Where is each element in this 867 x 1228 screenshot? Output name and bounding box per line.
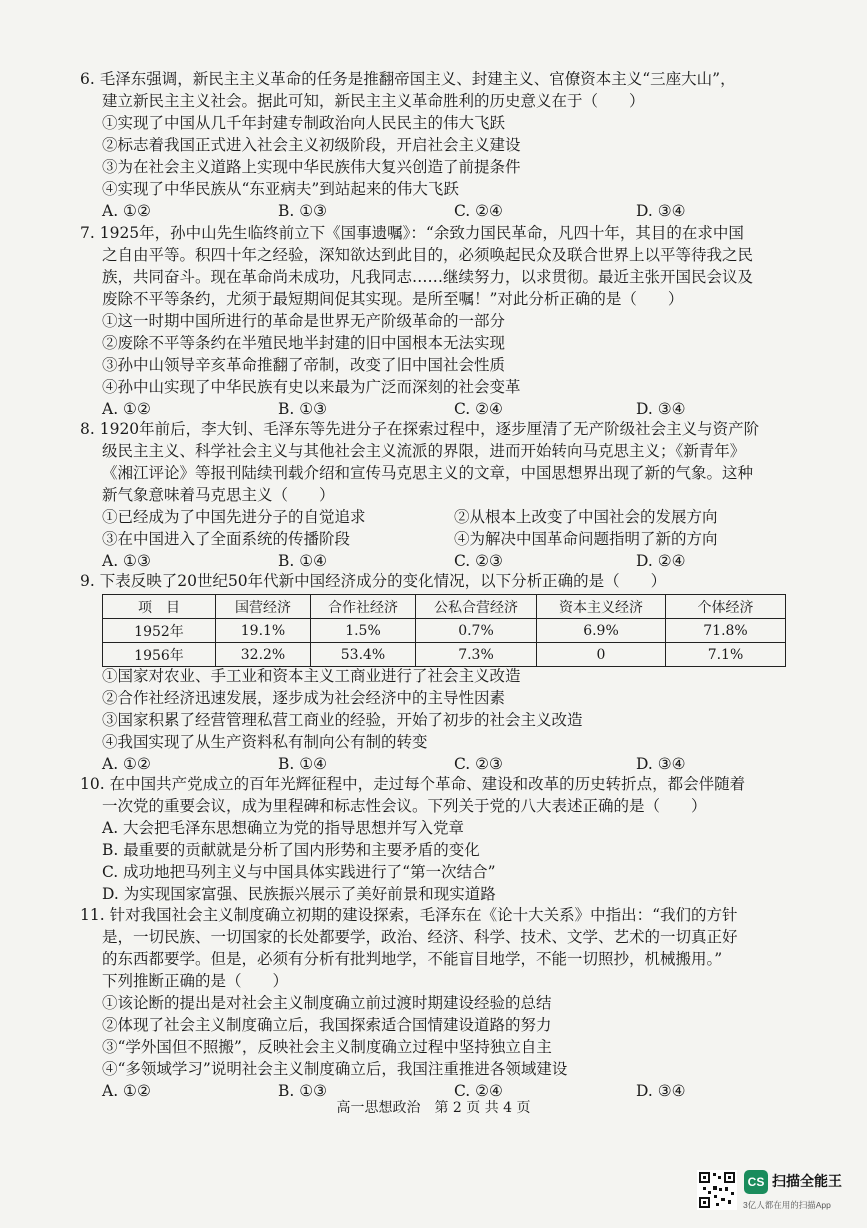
question-7-statement: ②废除不平等条约在半殖民地半封建的旧中国根本无法实现 xyxy=(102,334,506,352)
table-header-cell: 个体经济 xyxy=(666,595,786,619)
table-cell: 0.7% xyxy=(416,619,537,643)
question-8-stem-line: 新气象意味着马克思主义（ ） xyxy=(102,486,335,504)
question-10-option: A. 大会把毛泽东思想确立为党的指导思想并写入党章 xyxy=(102,819,465,837)
table-row xyxy=(103,619,786,643)
question-7-statement: ③孙中山领导辛亥革命推翻了帝制，改变了旧中国社会性质 xyxy=(102,356,506,374)
table-row xyxy=(103,643,786,667)
option-d: D. ③④ xyxy=(636,202,686,220)
question-8-statement-pair xyxy=(80,528,820,550)
table-header-cell: 国营经济 xyxy=(216,595,311,619)
watermark-tagline: 3亿人都在用的扫描App xyxy=(743,1200,831,1210)
question-11-stem-line: 的东西都要学。但是，必须有分析有批判地学，不能盲目地学，不能一切照抄，机械搬用。” xyxy=(102,950,723,968)
question-8-statement: ③在中国进入了全面系统的传播阶段 xyxy=(102,530,351,548)
option-c: C. ②③ xyxy=(454,755,503,773)
option-d: D. ③④ xyxy=(636,755,686,773)
option-b: B. ①③ xyxy=(278,202,328,220)
option-a: A. ①② xyxy=(102,202,151,220)
table-cell: 53.4% xyxy=(311,643,416,667)
option-b: B. ①③ xyxy=(278,1082,328,1100)
table-cell: 7.1% xyxy=(666,643,786,667)
question-11-statement: ③“学外国但不照搬”，反映社会主义制度确立过程中坚持独立自主 xyxy=(102,1038,552,1056)
question-8-stem-line: 《湘江评论》等报刊陆续刊载介绍和宣传马克思主义的文章，中国思想界出现了新的气象。这种 xyxy=(102,464,754,482)
question-8-stem-line: 级民主主义、科学社会主义与其他社会主义流派的界限，进而开始转向马克思主义；《新青年》 xyxy=(102,442,746,460)
page-footer: 高一思想政治 第 2 页 共 4 页 xyxy=(336,1100,531,1116)
option-a: A. ①② xyxy=(102,400,151,418)
question-6-options xyxy=(80,200,820,222)
option-c: C. ②④ xyxy=(454,202,503,220)
option-c: C. ②④ xyxy=(454,400,503,418)
question-10-option: C. 成功地把马列主义与中国具体实践进行了“第一次结合” xyxy=(102,863,496,881)
question-11-stem-line: 下列推断正确的是（ ） xyxy=(102,972,289,990)
question-8-stem-line: 8. 1920年前后，李大钊、毛泽东等先进分子在探索过程中，逐步厘清了无产阶级社会主义与资产阶 xyxy=(80,420,760,438)
question-7 xyxy=(80,222,820,420)
economy-table xyxy=(102,594,786,667)
question-8-statement: ②从根本上改变了中国社会的发展方向 xyxy=(454,508,718,526)
question-10 xyxy=(80,773,820,905)
table-cell: 19.1% xyxy=(216,619,311,643)
qr-code-icon xyxy=(697,1170,737,1210)
question-6-statement: ④实现了中华民族从“东亚病夫”到站起来的伟大飞跃 xyxy=(102,180,459,198)
question-11-stem-line: 11. 针对我国社会主义制度确立初期的建设探索，毛泽东在《论十大关系》中指出：“我们的方针 xyxy=(80,906,738,924)
question-7-stem-line: 废除不平等条约，尤须于最短期间促其实现。是所至嘱！”对此分析正确的是（ ） xyxy=(102,290,684,308)
option-b: B. ①④ xyxy=(278,552,328,570)
question-10-option: D. 为实现国家富强、民族振兴展示了美好前景和现实道路 xyxy=(102,885,496,903)
table-header-cell: 资本主义经济 xyxy=(537,595,666,619)
question-9-statement: ④我国实现了从生产资料私有制向公有制的转变 xyxy=(102,733,428,751)
question-9-stem-line: 9. 下表反映了20世纪50年代新中国经济成分的变化情况，以下分析正确的是（ ） xyxy=(80,572,667,590)
table-cell: 6.9% xyxy=(537,619,666,643)
option-d: D. ②④ xyxy=(636,552,686,570)
table-cell: 1956年 xyxy=(103,643,216,667)
question-8-statement: ④为解决中国革命问题指明了新的方向 xyxy=(454,530,718,548)
question-9-statement: ①国家对农业、手工业和资本主义工商业进行了社会主义改造 xyxy=(102,667,521,685)
option-a: A. ①② xyxy=(102,755,151,773)
table-header-cell: 项 目 xyxy=(103,595,216,619)
question-11-statement: ①该论断的提出是对社会主义制度确立前过渡时期建设经验的总结 xyxy=(102,994,552,1012)
question-11-statement: ②体现了社会主义制度确立后，我国探索适合国情建设道路的努力 xyxy=(102,1016,552,1034)
question-9-options xyxy=(80,753,820,775)
option-a: A. ①③ xyxy=(102,552,151,570)
option-d: D. ③④ xyxy=(636,400,686,418)
question-6-stem-line: 6. 毛泽东强调，新民主主义革命的任务是推翻帝国主义、封建主义、官僚资本主义“三座大山”， xyxy=(80,70,736,88)
watermark-app-name: 扫描全能王 xyxy=(772,1173,842,1189)
camscanner-logo-icon: CS xyxy=(744,1170,768,1194)
table-header-cell: 公私合营经济 xyxy=(416,595,537,619)
question-6 xyxy=(80,68,820,222)
question-6-statement: ③为在社会主义道路上实现中华民族伟大复兴创造了前提条件 xyxy=(102,158,521,176)
table-cell: 1.5% xyxy=(311,619,416,643)
table-header-row xyxy=(103,595,786,619)
question-9-statement: ②合作社经济迅速发展，逐步成为社会经济中的主导性因素 xyxy=(102,689,506,707)
option-c: C. ②④ xyxy=(454,1082,503,1100)
question-7-stem-line: 之自由平等。积四十年之经验，深知欲达到此目的，必须唤起民众及联合世界上以平等待我之民 xyxy=(102,246,754,264)
question-7-statement: ①这一时期中国所进行的革命是世界无产阶级革命的一部分 xyxy=(102,312,506,330)
question-10-stem-line: 一次党的重要会议，成为里程碑和标志性会议。下列关于党的八大表述正确的是（ ） xyxy=(102,797,707,815)
question-8 xyxy=(80,418,820,572)
question-10-option: B. 最重要的贡献就是分析了国内形势和主要矛盾的变化 xyxy=(102,841,480,859)
question-6-statement: ②标志着我国正式进入社会主义初级阶段，开启社会主义建设 xyxy=(102,136,521,154)
question-6-stem-line: 建立新民主主义社会。据此可知，新民主主义革命胜利的历史意义在于（ ） xyxy=(102,92,645,110)
question-10-stem-line: 10. 在中国共产党成立的百年光辉征程中，走过每个革命、建设和改革的历史转折点，都会伴随着 xyxy=(80,775,746,793)
question-11-stem-line: 是，一切民族、一切国家的长处都要学，政治、经济、科学、技术、文学、艺术的一切真正好 xyxy=(102,928,738,946)
question-8-statement-pair xyxy=(80,506,820,528)
option-d: D. ③④ xyxy=(636,1082,686,1100)
table-cell: 0 xyxy=(537,643,666,667)
question-8-statement: ①已经成为了中国先进分子的自觉追求 xyxy=(102,508,366,526)
option-c: C. ②③ xyxy=(454,552,503,570)
question-7-stem-line: 族，共同奋斗。现在革命尚未成功，凡我同志……继续努力，以求贯彻。最近主张开国民会议及 xyxy=(102,268,754,286)
question-8-options xyxy=(80,550,820,572)
table-header-cell: 合作社经济 xyxy=(311,595,416,619)
question-7-options xyxy=(80,398,820,420)
question-9 xyxy=(80,570,820,592)
question-7-stem-line: 7. 1925年，孙中山先生临终前立下《国事遗嘱》：“余致力国民革命，凡四十年，其目的在求中国 xyxy=(80,224,744,242)
question-6-statement: ①实现了中国从几千年封建专制政治向人民民主的伟大飞跃 xyxy=(102,114,506,132)
question-9-statement: ③国家积累了经营管理私营工商业的经验，开始了初步的社会主义改造 xyxy=(102,711,583,729)
question-11 xyxy=(80,904,820,1102)
table-cell: 7.3% xyxy=(416,643,537,667)
table-cell: 32.2% xyxy=(216,643,311,667)
option-b: B. ①③ xyxy=(278,400,328,418)
question-7-statement: ④孙中山实现了中华民族有史以来最为广泛而深刻的社会变革 xyxy=(102,378,521,396)
option-b: B. ①④ xyxy=(278,755,328,773)
table-cell: 71.8% xyxy=(666,619,786,643)
question-9-body xyxy=(80,665,820,775)
question-11-statement: ④“多领域学习”说明社会主义制度确立后，我国注重推进各领域建设 xyxy=(102,1060,568,1078)
table-cell: 1952年 xyxy=(103,619,216,643)
option-a: A. ①② xyxy=(102,1082,151,1100)
